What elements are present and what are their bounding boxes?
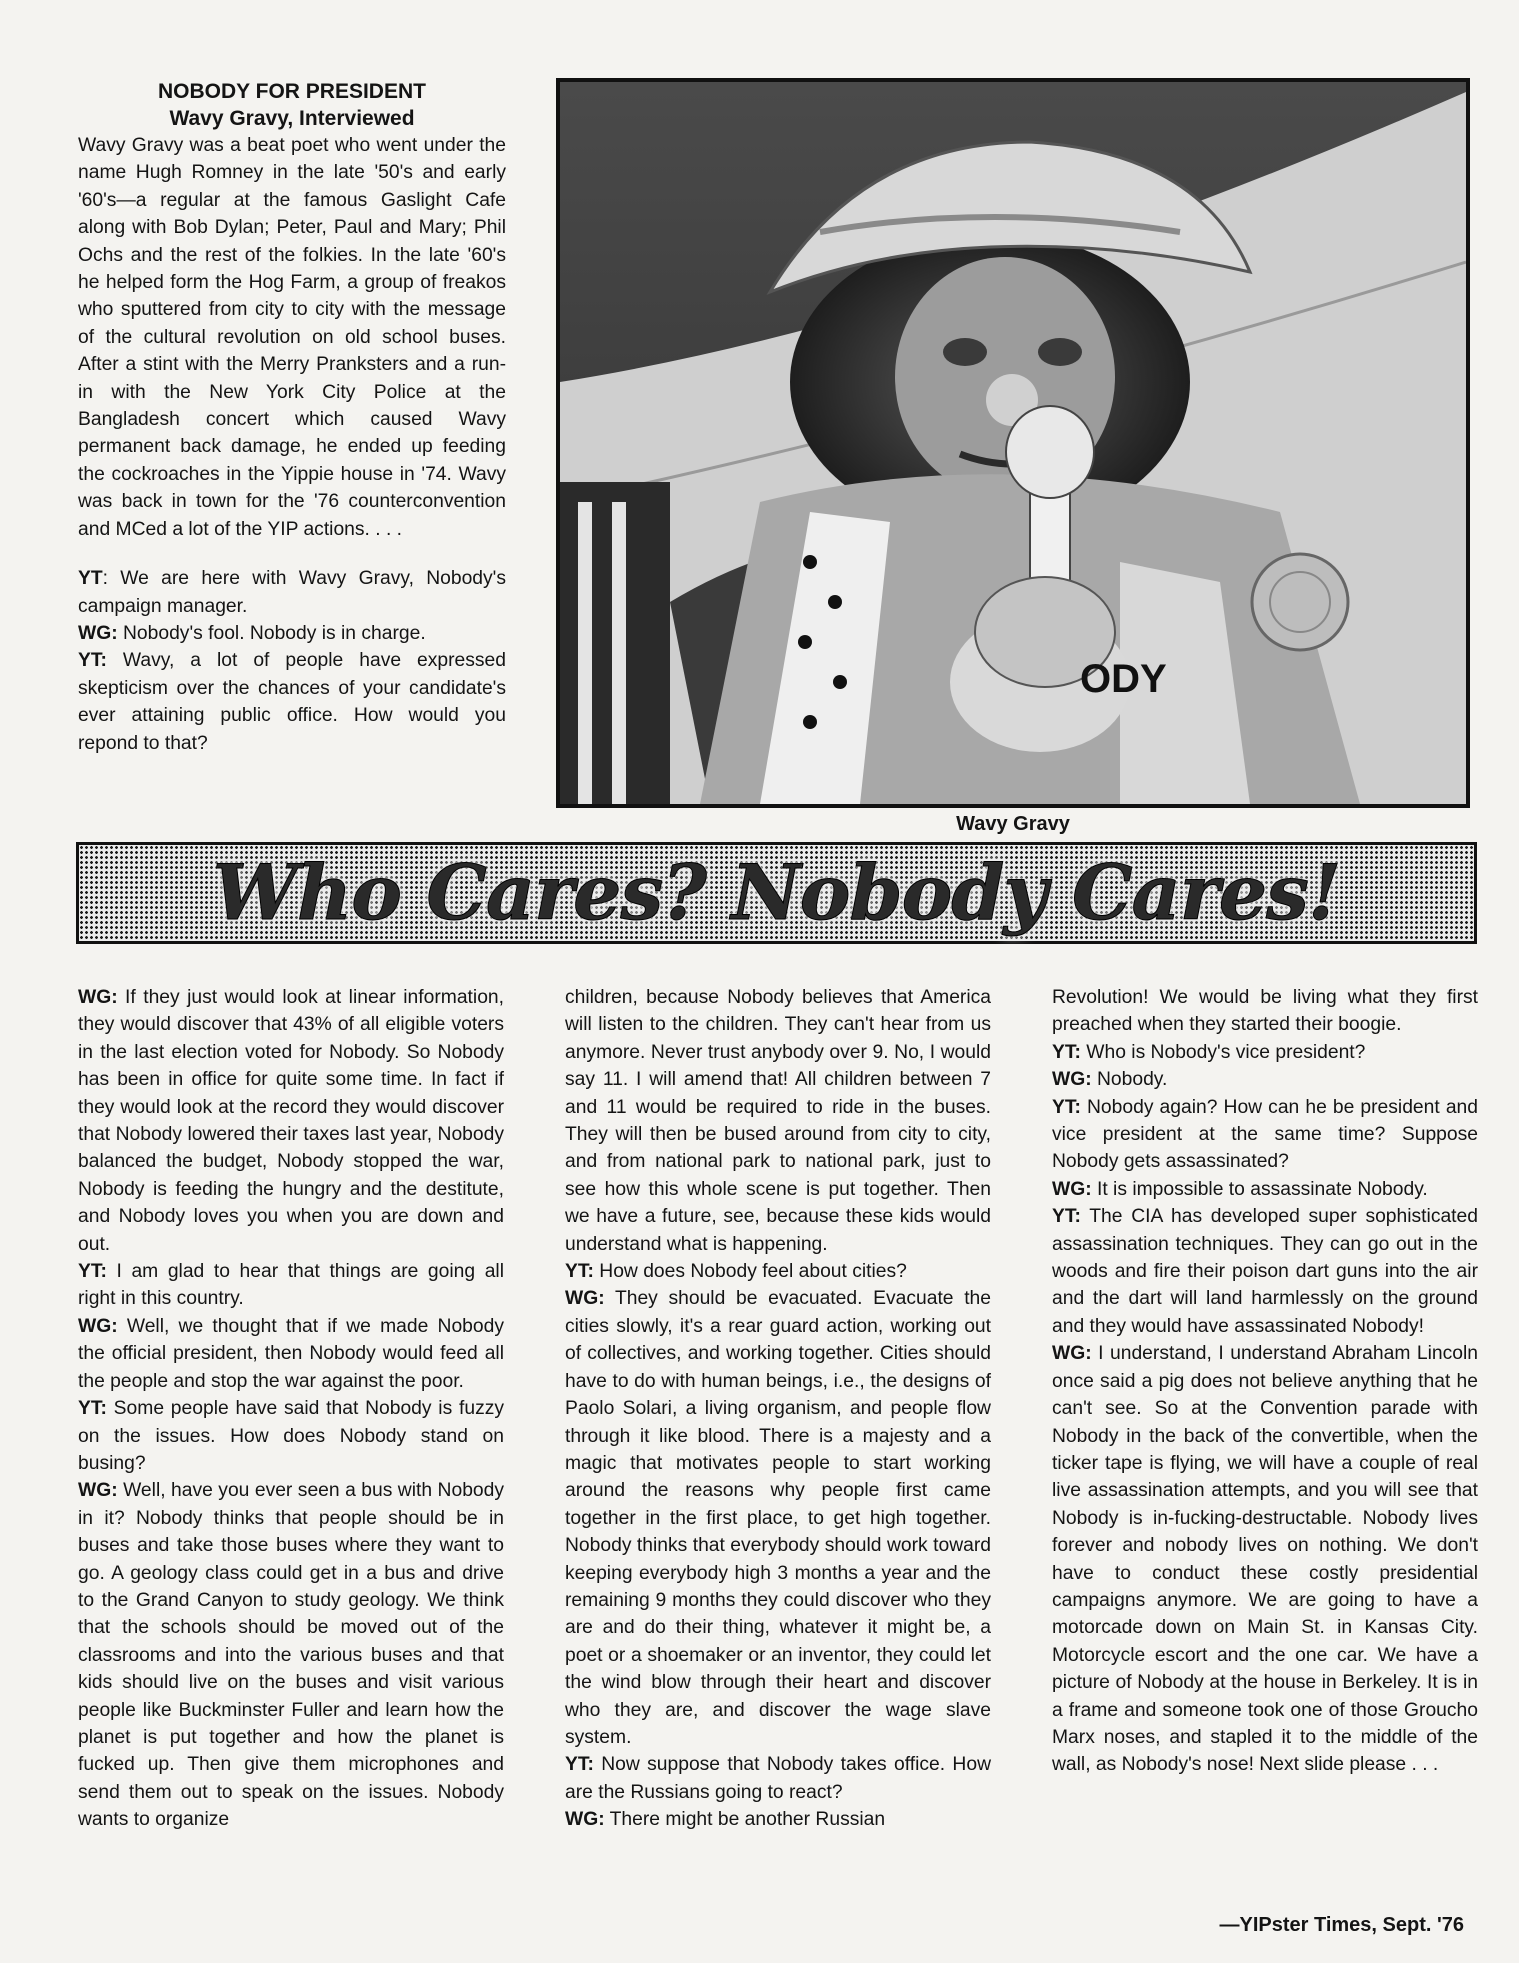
headline: Who Cares? Nobody Cares! <box>212 848 1341 937</box>
exchange-text: Some people have said that Nobody is fuzzy on the issues. How does Nobody stand on busing? <box>78 1398 504 1474</box>
speaker-label: WG: <box>78 987 118 1008</box>
speaker-label: WG: <box>1052 1343 1092 1365</box>
exchange-text: Who is Nobody's vice president? <box>1080 1041 1366 1063</box>
intro-column <box>78 78 506 757</box>
speaker-label: WG: <box>1052 1069 1092 1091</box>
exchange-text: Now suppose that Nobody takes office. How are the Russians going to react? <box>565 1754 991 1803</box>
exchange <box>78 1258 504 1313</box>
exchange-text: The CIA has developed super sophisticated assassination techniques. They can go out in the woods and fire their poison dart guns into the air and the dart will land harmlessly on the ground and they would have assassinated Nobody! <box>1052 1206 1478 1337</box>
exchange <box>565 1258 991 1285</box>
exchange <box>1052 1176 1478 1203</box>
exchange-text: I understand, I understand Abraham Lincoln once said a pig does not believe anything that he can't see. So at the Convention parade with Nobody in the back of the convertible, when the ticker tape is flying, we will have a couple of real live assassination attempts, and you will see that Nobody is in-fucking-destructable. Nobody lives forever and nobody lives on nothing. We don't have to conduct these costly presidential campaigns anymore. We are going to have a motorcade down on Main St. in Kansas City. Motorcycle escort and the one car. We have a picture of Nobody at the house in Berkeley. It is in a frame and someone took one of those Groucho Marx noses, and stapled it to the middle of the wall, as Nobody's nose! Next slide please . . . <box>1052 1343 1478 1776</box>
exchange-text: Wavy, a lot of people have expressed skepticism over the chances of your candidate's ever attaining public office. How would you repond to that? <box>78 650 506 754</box>
exchange-text: children, because Nobody believes that America will listen to the children. They can't hear from us anymore. Never trust anybody over 9. No, I would say 11. I will amend that! All children between 7 and 11 would be required to ride in the buses. They will then be bused around from city to city, and from national park to national park, just to see how this whole scene is put together. Then we have a future, see, because these kids would understand what is happening. <box>565 987 991 1255</box>
exchange <box>565 1806 991 1833</box>
speaker-label: YT: <box>78 1398 107 1420</box>
speaker-label: YT: <box>78 1261 107 1283</box>
exchange <box>78 1477 504 1833</box>
speaker-label: YT: <box>1052 1096 1081 1118</box>
portrait-photo <box>556 78 1470 808</box>
exchange <box>1052 984 1478 1039</box>
exchange-text: There might be another Russian <box>604 1809 886 1831</box>
speaker-label: YT: <box>1052 1041 1081 1063</box>
intro-bio: Wavy Gravy was a beat poet who went under the name Hugh Romney in the late '50's and early '60's—a regular at the famous Gaslight Cafe along with Bob Dylan; Peter, Paul and Mary; Phil Ochs and the rest of the folkies. In the late '60's he helped form the Hog Farm, a group of freakos who sputtered from city to city with the message of the cultural revolution on old school buses. After a stint with the Merry Pranksters and a run-in with the New York City Police at the Bangladesh concert which caused Wavy permanent back damage, he ended up feeding the cockroaches in the Yippie house in '74. Wavy was back in town for the '76 counterconvention and MCed a lot of the YIP actions. . . . <box>78 135 506 540</box>
portrait-illustration <box>560 82 1466 804</box>
speaker-label: WG: <box>565 1288 605 1310</box>
exchange <box>1052 1340 1478 1779</box>
body-column-1 <box>78 984 504 1834</box>
exchange <box>78 984 504 1258</box>
exchange <box>1052 1066 1478 1093</box>
exchange <box>565 1285 991 1751</box>
body-column-3 <box>1052 984 1478 1779</box>
speaker-label: YT <box>78 568 103 590</box>
exchange-text: It is impossible to assassinate Nobody. <box>1091 1178 1428 1200</box>
speaker-label: WG: <box>1052 1178 1092 1200</box>
exchange-text: Well, have you ever seen a bus with Nobody in it? Nobody thinks that people should be in buses and take those buses where they want to go. A geology class could get in a bus and drive to the Grand Canyon to study geology. We think that the schools should be moved out of the classrooms and into the various buses and that kids should live on the buses and visit various people like Buckminster Fuller and learn how the planet is put together and how the planet is fucked up. Then give them microphones and send them out to speak on the issues. Nobody wants to organize <box>78 1480 504 1831</box>
exchange <box>1052 1094 1478 1176</box>
subkicker: Wavy Gravy, Interviewed <box>169 107 415 130</box>
exchange-text: How does Nobody feel about cities? <box>593 1261 907 1283</box>
exchange-text: If they just would look at linear information, they would discover that 43% of all eligible voters in the last election voted for Nobody. So Nobody has been in office for quite some time. In fact if they would look at the record they would discover that Nobody lowered their taxes last year, Nobody balanced the budget, Nobody stopped the war, Nobody is feeding the hungry and the destitute, and Nobody loves you when you are down and out. <box>78 987 504 1255</box>
headline-banner <box>76 842 1477 944</box>
exchange-text: Nobody. <box>1091 1069 1168 1091</box>
intro-exchange <box>78 620 506 647</box>
exchange <box>565 984 991 1258</box>
speaker-label: WG: <box>565 1809 605 1831</box>
photo-caption: Wavy Gravy <box>956 813 1070 835</box>
speaker-label: YT: <box>78 650 107 672</box>
kicker: NOBODY FOR PRESIDENT <box>158 80 426 103</box>
exchange-text: Nobody again? How can he be president and vice president at the same time? Suppose Nobody gets assassinated? <box>1052 1096 1478 1173</box>
exchange <box>78 1313 504 1395</box>
exchange-text: Revolution! We would be living what they first preached when they started their boogie. <box>1052 987 1478 1036</box>
exchange-text: : We are here with Wavy Gravy, Nobody's campaign manager. <box>78 568 506 617</box>
button-text: ODY <box>1080 657 1167 701</box>
intro-exchange <box>78 565 506 620</box>
exchange <box>565 1751 991 1806</box>
speaker-label: YT: <box>1052 1206 1081 1228</box>
speaker-label: WG: <box>78 1480 118 1502</box>
source-signature: —YIPster Times, Sept. '76 <box>1219 1914 1464 1936</box>
exchange <box>1052 1039 1478 1066</box>
exchange-text: Nobody's fool. Nobody is in charge. <box>117 622 426 644</box>
exchange-text: They should be evacuated. Evacuate the cities slowly, it's a rear guard action, working out of collectives, and working together. Cities should have to do with human beings, i.e., the designs of Paolo Solari, a living organism, and people flow through it like blood. There is a majesty and a magic that motivates people to start working around the reasons why people first came together in the first place, to get high together. Nobody thinks that everybody should work toward keeping everybody high 3 months a year and the remaining 9 months they could discover who they are and do their thing, whatever it might be, a poet or a shoemaker or an inventor, they could let the wind blow through their heart and discover who they are, and discover the wage slave system. <box>565 1288 991 1748</box>
exchange-text: I am glad to hear that things are going all right in this country. <box>78 1261 504 1310</box>
exchange <box>1052 1203 1478 1340</box>
speaker-label: YT: <box>565 1261 594 1283</box>
speaker-label: WG: <box>78 622 118 644</box>
speaker-label: WG: <box>78 1315 118 1337</box>
body-column-2 <box>565 984 991 1834</box>
intro-exchange <box>78 647 506 757</box>
exchange-text: Well, we thought that if we made Nobody the official president, then Nobody would feed all the people and stop the war against the poor. <box>78 1315 504 1392</box>
speaker-label: YT: <box>565 1754 594 1776</box>
exchange <box>78 1395 504 1477</box>
